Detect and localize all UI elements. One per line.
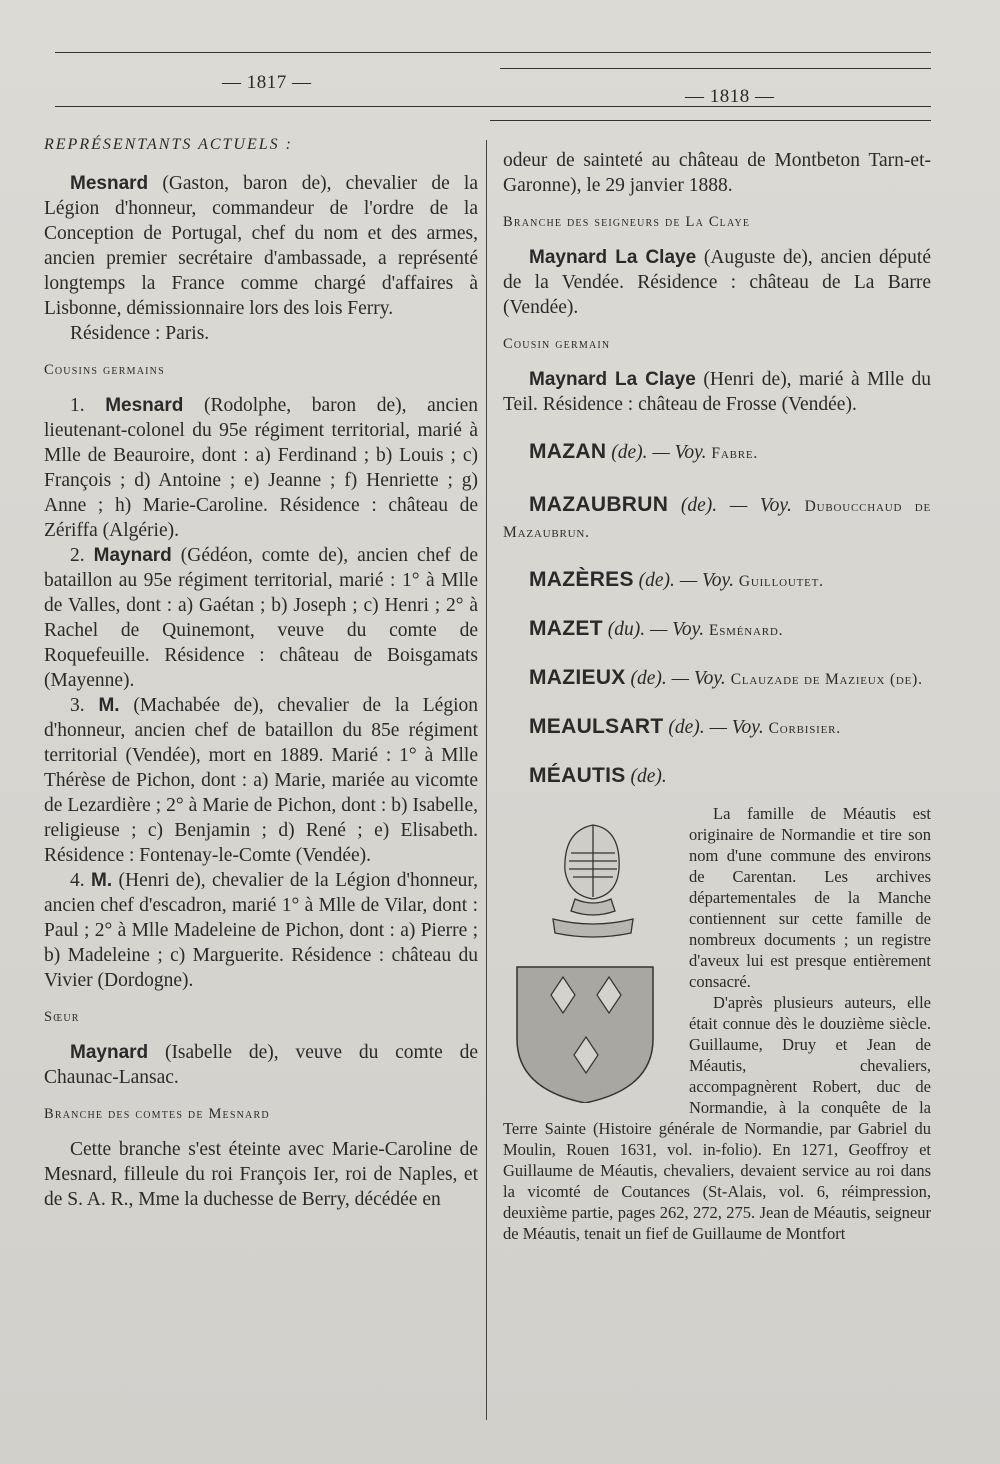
entry-mazaubrun: [503, 492, 931, 545]
cousin-number: 2.: [70, 545, 94, 566]
entry-text: (Auguste de), ancien député de la Vendée. Résidence : château de La Barre (Vendée).: [503, 247, 931, 318]
cousin-name: M.: [98, 695, 120, 716]
entry-voy: — Voy.: [717, 495, 805, 516]
entry-text: (Henri de), marié à Mlle du Teil. Résidence : château de Frosse (Vendée).: [503, 369, 931, 415]
entry-name: Mesnard: [70, 173, 149, 194]
claye-entry-auguste: [503, 245, 931, 320]
entry-ref: Guilloutet.: [738, 573, 824, 590]
entry-particle: (de).: [668, 495, 718, 516]
entry-ref: Fabre.: [711, 445, 759, 462]
top-rule-right: [500, 68, 931, 69]
column-divider: [486, 140, 487, 1420]
entry-particle: (de).: [633, 570, 675, 591]
representants-heading: REPRÉSENTANTS ACTUELS :: [44, 136, 293, 153]
cousin-number: 3.: [70, 695, 99, 716]
meautis-text-2: D'après plusieurs auteurs, elle était connue dès le douzième siècle. Guillaume, Druy et Jean de Méautis, chevaliers, accompagnèrent Robert, duc de Normandie, à la conquête de la Terre Sainte (Histoire générale de Normandie, par Gabriel du Moulin, Rouen 1631, vol. in-folio). En 1271, Geoffroy et Guillaume de Méautis, chevaliers, devaient service au roi dans la vicomté de Coutances (St-Alais, vol. 6, réimpression, deuxième partie, pages 262, 272, 275. Jean de Méautis, seigneur de Méautis, tenait un fief de Guillaume de Montfort: [503, 993, 931, 1243]
entry-particle: (de).: [625, 766, 667, 787]
entry-mazet: [503, 616, 931, 643]
entry-voy: — Voy.: [674, 570, 739, 591]
branche-mesnard-heading: Branche des comtes de Mesnard: [44, 1106, 270, 1122]
cousin-entry-2: [44, 543, 478, 693]
entry-text: (Gaston, baron de), chevalier de la Légion d'honneur, commandeur de l'ordre de la Conception de Portugal, chef du nom et des armes, ancien premier secrétaire d'ambassade, a représenté longtemps la France comme chargé d'affaires à Lisbonne, démissionnaire lors des lois Ferry.: [44, 173, 478, 319]
entry-particle: (du).: [602, 619, 646, 640]
cousin-text: (Rodolphe, baron de), ancien lieutenant-colonel du 95e régiment territorial, marié à Mlle de Beauroire, dont : a) Ferdinand ; b) Louis ; c) François ; d) Antoine ; e) Jeanne ; f) Henriette ; g) Anne ; h) Marie-Caroline. Résidence : château de Zériffa (Algérie).: [44, 395, 478, 541]
cousin-entry-4: [44, 868, 478, 993]
entry-ref: Duboucchaud de Mazaubrun.: [503, 498, 931, 541]
entry-mazeres: [503, 567, 931, 594]
coat-of-arms-shield-icon: [517, 967, 653, 1103]
entry-mazieux: [503, 665, 931, 692]
entry-heading: MAZAN: [529, 440, 607, 463]
soeur-heading: Sœur: [44, 1009, 80, 1025]
cousin-number: 4.: [70, 870, 92, 891]
cousin-entry-3: [44, 693, 478, 868]
cousins-germains-heading: Cousins germains: [44, 362, 165, 378]
meautis-text: La famille de Méautis est originaire de Normandie et tire son nom d'une commune des environs de Carentan. Les archives départementales de la Manche contiennent sur cette famille de nombreux documents ; un registre d'aveux lui est presque entièrement consacré.: [689, 804, 931, 991]
entry-meautis: [503, 763, 931, 789]
header-rule-bottom: [55, 106, 931, 107]
branche-claye-heading: Branche des seigneurs de La Claye: [503, 214, 751, 230]
cousin-name: M.: [91, 870, 113, 891]
cousin-name: Mesnard: [105, 395, 184, 416]
branche-mesnard-text: Cette branche s'est éteinte avec Marie-Caroline de Mesnard, filleule du roi François Ier, roi de Naples, et de S. A. R., Mme la duchesse de Berry, décédée en: [44, 1139, 478, 1210]
entry-meaulsart: [503, 714, 931, 741]
left-page-number: — 1817 —: [222, 72, 312, 93]
entry-heading: MAZÈRES: [529, 568, 634, 591]
continuation-text: odeur de sainteté au château de Montbeton Tarn-et-Garonne), le 29 janvier 1888.: [503, 150, 931, 196]
entry-mazan: [503, 439, 931, 466]
entry-name: Maynard La Claye: [529, 369, 696, 390]
entry-particle: (de).: [663, 717, 705, 738]
header-rule-right: [490, 120, 931, 121]
helmet-crest-icon: [503, 803, 683, 1103]
entry-ref: Corbisier.: [768, 720, 841, 737]
soeur-text: (Isabelle de), veuve du comte de Chaunac-Lansac.: [44, 1042, 478, 1088]
entry-particle: (de).: [625, 668, 667, 689]
meautis-body: [503, 803, 931, 1244]
entry-voy: — Voy.: [666, 668, 731, 689]
entry-voy: — Voy.: [645, 619, 709, 640]
entry-particle: (de).: [606, 442, 648, 463]
entry-voy: — Voy.: [704, 717, 769, 738]
right-page-number: — 1818 —: [685, 86, 775, 107]
cousin-text: (Henri de), chevalier de la Légion d'honneur, ancien chef d'escadron, marié 1° à Mlle de Vilar, dont : Paul ; 2° à Mlle Madeleine de Pichon, dont : a) Pierre ; b) Madeleine ; c) Marguerite. Résidence : château du Vivier (Dordogne).: [44, 870, 478, 991]
cousin-number: 1.: [70, 395, 106, 416]
entry-heading: MAZAUBRUN: [529, 493, 669, 516]
cousin-germain-heading: Cousin germain: [503, 336, 611, 352]
entry-heading: MEAULSART: [529, 715, 664, 738]
left-column: [44, 132, 478, 1212]
mesnard-residence: Résidence : Paris.: [70, 323, 210, 344]
cousin-entry-1: [44, 393, 478, 543]
entry-ref: Esménard.: [709, 622, 784, 639]
entry-heading: MAZIEUX: [529, 666, 626, 689]
entry-heading: MÉAUTIS: [529, 764, 626, 787]
claye-entry-henri: [503, 367, 931, 417]
entry-name: Maynard La Claye: [529, 247, 697, 268]
armorial-figure: [503, 803, 683, 1103]
cousin-name: Maynard: [93, 545, 172, 566]
top-rule-long: [55, 52, 931, 53]
entry-voy: — Voy.: [647, 442, 712, 463]
soeur-entry: [44, 1040, 478, 1090]
entry-ref: Clauzade de Mazieux (de).: [730, 671, 923, 688]
cousin-text: (Gédéon, comte de), ancien chef de bataillon au 95e régiment territorial, marié : 1° à Mlle de Valles, dont : a) Gaétan ; b) Joseph ; c) Henri ; 2° à Rachel de Quinemont, veuve du comte de Roquefeuille. Résidence : château de Boisgamats (Mayenne).: [44, 545, 478, 691]
entry-mesnard-gaston: [44, 171, 478, 321]
right-column: [503, 148, 931, 1244]
entry-heading: MAZET: [529, 617, 603, 640]
cousin-text: (Machabée de), chevalier de la Légion d'honneur, ancien chef de bataillon du 85e régiment territorial (Vendée), mort en 1889. Marié : 1° à Mlle Thérèse de Pichon, dont : a) Marie, mariée au vicomte de Lezardière ; 2° à Marie de Pichon, dont : b) Isabelle, religieuse ; c) Benjamin ; d) René ; e) Elisabeth. Résidence : Fontenay-le-Comte (Vendée).: [44, 695, 479, 866]
soeur-name: Maynard: [70, 1042, 149, 1063]
